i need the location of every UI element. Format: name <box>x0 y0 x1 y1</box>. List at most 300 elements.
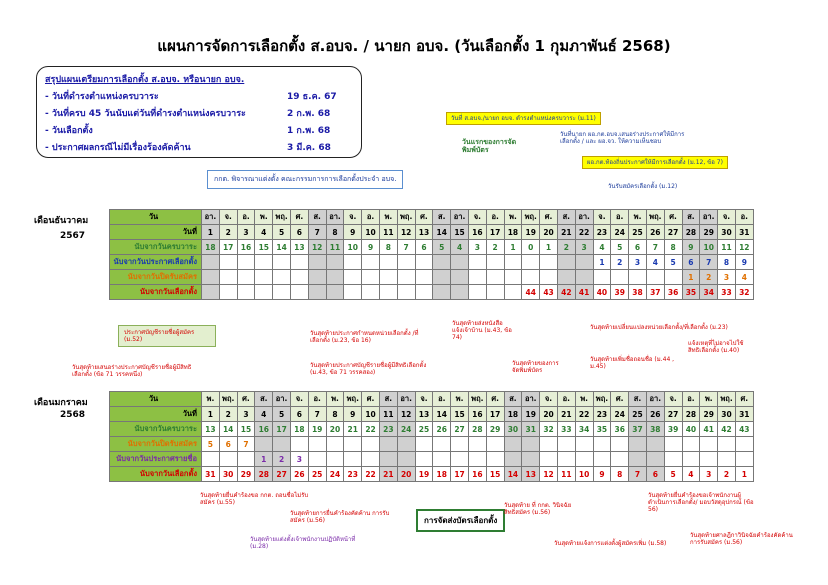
calendar-cell: 38 <box>646 422 664 437</box>
calendar-cell: อ. <box>611 210 629 225</box>
calendar-cell: 10 <box>575 467 593 482</box>
calendar-cell: 23 <box>593 407 611 422</box>
calendar-cell: อ. <box>557 392 575 407</box>
calendar-cell: 15 <box>255 240 273 255</box>
calendar-cell <box>593 452 611 467</box>
calendar-cell: พ. <box>700 392 718 407</box>
calendar-cell <box>735 452 753 467</box>
calendar-cell: 44 <box>522 285 540 300</box>
calendar-cell: 13 <box>415 225 433 240</box>
row-label: นับจากวันครบวาระ <box>110 240 202 255</box>
row-label: นับจากวันเลือกตั้ง <box>110 285 202 300</box>
calendar-cell: 27 <box>273 467 291 482</box>
calendar-cell <box>415 255 433 270</box>
calendar-cell <box>664 270 682 285</box>
calendar-cell: 3 <box>575 240 593 255</box>
calendar-cell: 37 <box>646 285 664 300</box>
calendar-cell: ศ. <box>415 210 433 225</box>
calendar-cell <box>486 437 504 452</box>
calendar-cell <box>629 270 647 285</box>
jan-year: 2568 <box>60 410 86 420</box>
calendar-cell <box>202 255 220 270</box>
calendar-cell: 7 <box>237 437 255 452</box>
calendar-cell <box>557 452 575 467</box>
calendar-cell <box>468 270 486 285</box>
calendar-cell <box>575 270 593 285</box>
calendar-cell <box>611 270 629 285</box>
row-label: นับจากวันเลือกตั้ง <box>110 467 202 482</box>
calendar-cell: 34 <box>575 422 593 437</box>
summary-item-value: 3 มี.ค. 68 <box>287 143 331 153</box>
calendar-cell: 39 <box>611 285 629 300</box>
calendar-cell: 25 <box>629 407 647 422</box>
calendar-cell <box>326 437 344 452</box>
calendar-cell <box>664 452 682 467</box>
calendar-cell: 6 <box>415 240 433 255</box>
calendar-cell: 14 <box>433 225 451 240</box>
withdraw-note: วันสุดท้ายยื่นคำร้องขอ กกต. ถอนชื่อไม่รับสมัคร (ม.55) <box>200 492 309 506</box>
calendar-cell <box>629 452 647 467</box>
calendar-cell: อา. <box>646 392 664 407</box>
calendar-cell: 31 <box>202 467 220 482</box>
calendar-cell: พ. <box>451 392 469 407</box>
polling-unit-note: วันสุดท้ายประกาศกำหนดหน่วยเลือกตั้ง /ที่เลือกตั้ง (ม.23, ข้อ 16) <box>310 330 419 344</box>
calendar-cell: 23 <box>593 225 611 240</box>
calendar-cell: 42 <box>718 422 736 437</box>
calendar-cell: 2 <box>219 225 237 240</box>
calendar-row <box>110 437 754 452</box>
calendar-cell <box>237 452 255 467</box>
calendar-cell: อ. <box>433 392 451 407</box>
calendar-cell: 16 <box>468 225 486 240</box>
calendar-cell: 26 <box>646 225 664 240</box>
calendar-cell <box>575 452 593 467</box>
calendar-row <box>110 210 754 225</box>
calendar-cell <box>522 270 540 285</box>
calendar-cell: จ. <box>344 210 362 225</box>
calendar-cell: 24 <box>397 422 415 437</box>
calendar-cell <box>397 437 415 452</box>
calendar-cell <box>504 452 522 467</box>
calendar-cell <box>433 255 451 270</box>
calendar-cell: ส. <box>308 210 326 225</box>
calendar-cell <box>540 270 558 285</box>
calendar-cell <box>273 437 291 452</box>
calendar-cell: 30 <box>504 422 522 437</box>
calendar-cell: พฤ. <box>273 210 291 225</box>
calendar-cell: 16 <box>468 407 486 422</box>
calendar-cell: 5 <box>273 407 291 422</box>
calendar-cell: 36 <box>664 285 682 300</box>
calendar-cell: พฤ. <box>468 392 486 407</box>
calendar-cell: 1 <box>735 467 753 482</box>
calendar-cell: 6 <box>646 467 664 482</box>
calendar-cell: 20 <box>397 467 415 482</box>
calendar-row <box>110 240 754 255</box>
calendar-cell <box>433 270 451 285</box>
calendar-cell: 18 <box>433 467 451 482</box>
summary-item-label: - วันที่ดำรงตำแหน่งครบวาระ <box>45 92 159 102</box>
calendar-cell: จ. <box>468 210 486 225</box>
calendar-cell: 3 <box>237 407 255 422</box>
calendar-cell: 21 <box>379 467 397 482</box>
calendar-cell <box>735 437 753 452</box>
calendar-cell <box>433 452 451 467</box>
calendar-cell <box>718 452 736 467</box>
apply-note: วันรับสมัครเลือกตั้ง (ม.12) <box>608 183 678 190</box>
calendar-cell: อา. <box>522 392 540 407</box>
calendar-cell: 18 <box>202 240 220 255</box>
calendar-cell: 1 <box>504 240 522 255</box>
calendar-cell: 43 <box>735 422 753 437</box>
calendar-cell: 41 <box>700 422 718 437</box>
calendar-cell: 40 <box>682 422 700 437</box>
calendar-cell: 17 <box>273 422 291 437</box>
term-end-note: วันที่ ส.อบจ./นายก อบจ. ดำรงตำแหน่งครบวาระ (ม.11) <box>446 112 601 125</box>
row-label: นับจากวันครบวาระ <box>110 422 202 437</box>
calendar-cell: จ. <box>664 392 682 407</box>
calendar-cell: 21 <box>557 225 575 240</box>
calendar-cell: ศ. <box>540 210 558 225</box>
calendar-cell: 11 <box>718 240 736 255</box>
calendar-cell: 9 <box>362 240 380 255</box>
calendar-cell: 17 <box>486 225 504 240</box>
calendar-cell <box>255 255 273 270</box>
calendar-cell: 18 <box>290 422 308 437</box>
calendar-cell: 10 <box>362 225 380 240</box>
calendar-cell: อ. <box>237 210 255 225</box>
calendar-cell <box>451 255 469 270</box>
calendar-cell <box>344 452 362 467</box>
calendar-cell <box>433 285 451 300</box>
calendar-cell: 32 <box>540 422 558 437</box>
calendar-cell: 7 <box>308 225 326 240</box>
calendar-cell <box>344 255 362 270</box>
calendar-cell: ศ. <box>611 392 629 407</box>
calendar-cell: 1 <box>540 240 558 255</box>
house-notice-note: วันสุดท้ายส่งหนังสือแจ้งเจ้าบ้าน (ม.43, ข้อ 74) <box>452 320 512 341</box>
calendar-cell <box>415 452 433 467</box>
calendar-row <box>110 407 754 422</box>
calendar-cell: 4 <box>646 255 664 270</box>
calendar-cell <box>273 270 291 285</box>
calendar-cell: 18 <box>504 225 522 240</box>
calendar-row <box>110 225 754 240</box>
calendar-cell: 24 <box>326 467 344 482</box>
calendar-cell <box>237 255 255 270</box>
calendar-cell <box>522 437 540 452</box>
calendar-cell: จ. <box>593 210 611 225</box>
calendar-cell <box>308 285 326 300</box>
calendar-cell: อ. <box>362 210 380 225</box>
calendar-cell <box>219 255 237 270</box>
calendar-cell <box>646 437 664 452</box>
calendar-cell: 40 <box>593 285 611 300</box>
materials-note: วันสุดท้ายยื่นคำร้องขอเจ้าพนักงานผู้ดำเนินการเลือกตั้ง/ มอบวัสดุอุปกรณ์ (ข้อ 56) <box>648 492 754 513</box>
calendar-cell: 8 <box>326 225 344 240</box>
calendar-cell: ศ. <box>362 392 380 407</box>
calendar-cell: 9 <box>735 255 753 270</box>
calendar-row <box>110 422 754 437</box>
calendar-cell: 43 <box>540 285 558 300</box>
calendar-cell: 2 <box>273 452 291 467</box>
calendar-cell: 33 <box>718 285 736 300</box>
calendar-cell <box>255 437 273 452</box>
calendar-cell <box>611 452 629 467</box>
calendar-cell: อ. <box>735 210 753 225</box>
calendar-cell: 29 <box>700 407 718 422</box>
calendar-cell: 4 <box>682 467 700 482</box>
calendar-cell: 26 <box>646 407 664 422</box>
calendar-cell: 17 <box>486 407 504 422</box>
print-end-note: วันสุดท้ายของการจัดพิมพ์บัตร <box>512 360 559 374</box>
calendar-cell: 5 <box>611 240 629 255</box>
calendar-cell <box>290 285 308 300</box>
calendar-cell: ศ. <box>486 392 504 407</box>
calendar-cell: 3 <box>237 225 255 240</box>
calendar-cell <box>326 285 344 300</box>
calendar-cell: 3 <box>290 452 308 467</box>
calendar-cell <box>557 255 575 270</box>
calendar-cell: ส. <box>629 392 647 407</box>
calendar-cell: 22 <box>575 225 593 240</box>
calendar-cell: 25 <box>629 225 647 240</box>
calendar-cell: พฤ. <box>344 392 362 407</box>
calendar-cell <box>700 452 718 467</box>
calendar-cell: 25 <box>308 467 326 482</box>
calendar-cell <box>557 437 575 452</box>
calendar-cell <box>504 270 522 285</box>
calendar-cell: 2 <box>557 240 575 255</box>
objection-note: วันสุดท้ายการยื่นคำร้องคัดค้าน การรับสมัคร (ม.56) <box>290 510 390 524</box>
calendar-cell: 16 <box>255 422 273 437</box>
calendar-cell: จ. <box>540 392 558 407</box>
officer-appoint-note: วันสุดท้ายแต่งตั้งเจ้าพนักงานปฏิบัติหน้าที่ (ม.28) <box>250 536 356 550</box>
calendar-cell: 28 <box>468 422 486 437</box>
calendar-cell <box>522 452 540 467</box>
calendar-cell: 15 <box>451 407 469 422</box>
calendar-cell: 16 <box>237 240 255 255</box>
calendar-cell: 8 <box>379 240 397 255</box>
calendar-cell <box>219 452 237 467</box>
calendar-cell: 7 <box>397 240 415 255</box>
calendar-cell <box>397 285 415 300</box>
calendar-cell: 28 <box>682 225 700 240</box>
calendar-cell: พ. <box>629 210 647 225</box>
absence-note: แจ้งเหตุที่ไม่อาจไปใช้สิทธิเลือกตั้ง (ม.40) <box>688 340 744 354</box>
row-label: วันที่ <box>110 225 202 240</box>
calendar-cell <box>290 270 308 285</box>
calendar-cell: 32 <box>735 285 753 300</box>
calendar-cell: 1 <box>593 255 611 270</box>
calendar-cell <box>219 285 237 300</box>
calendar-cell: 11 <box>557 467 575 482</box>
calendar-cell: 6 <box>219 437 237 452</box>
calendar-cell: 8 <box>326 407 344 422</box>
page-title: แผนการจัดการเลือกตั้ง ส.อบจ. / นายก อบจ. (วันเลือกตั้ง 1 กุมภาพันธ์ 2568) <box>157 37 671 55</box>
calendar-cell: ส. <box>379 392 397 407</box>
calendar-cell: 14 <box>504 467 522 482</box>
calendar-cell: 12 <box>308 240 326 255</box>
calendar-cell: 2 <box>219 407 237 422</box>
calendar-cell: ส. <box>433 210 451 225</box>
calendar-cell: 11 <box>326 240 344 255</box>
calendar-cell <box>290 437 308 452</box>
calendar-cell <box>237 285 255 300</box>
calendar-cell: 20 <box>326 422 344 437</box>
calendar-cell: 17 <box>451 467 469 482</box>
calendar-cell: 28 <box>255 467 273 482</box>
calendar-cell: 13 <box>290 240 308 255</box>
calendar-cell: 39 <box>664 422 682 437</box>
calendar-cell: 31 <box>735 225 753 240</box>
dec-month: เดือนธันวาคม <box>34 216 89 226</box>
calendar-cell <box>237 270 255 285</box>
calendar-cell: 2 <box>718 467 736 482</box>
voter-list-announce-note: วันสุดท้ายประกาศบัญชีรายชื่อผู้มีสิทธิเลือกตั้ง (ม.43, ข้อ 71 วรรคสอง) <box>310 362 427 376</box>
calendar-cell: 15 <box>451 225 469 240</box>
calendar-cell: 6 <box>290 225 308 240</box>
calendar-cell: 2 <box>486 240 504 255</box>
calendar-cell: 22 <box>362 467 380 482</box>
calendar-cell <box>273 285 291 300</box>
calendar-cell: อา. <box>575 210 593 225</box>
calendar-cell: 7 <box>700 255 718 270</box>
calendar-cell: 11 <box>379 225 397 240</box>
calendar-cell: พฤ. <box>593 392 611 407</box>
calendar-cell <box>202 285 220 300</box>
calendar-cell: 8 <box>664 240 682 255</box>
calendar-cell: อา. <box>397 392 415 407</box>
calendar-cell: 38 <box>629 285 647 300</box>
calendar-cell: 22 <box>362 422 380 437</box>
row-label: วันที่ <box>110 407 202 422</box>
calendar-cell: 5 <box>433 240 451 255</box>
calendar-cell: 6 <box>629 240 647 255</box>
calendar-cell: 9 <box>682 240 700 255</box>
calendar-cell <box>557 270 575 285</box>
calendar-cell: อ. <box>682 392 700 407</box>
calendar-cell: 5 <box>664 467 682 482</box>
calendar-cell: 3 <box>629 255 647 270</box>
calendar-cell <box>682 437 700 452</box>
calendar-cell <box>451 437 469 452</box>
calendar-cell: 12 <box>540 467 558 482</box>
calendar-cell <box>700 437 718 452</box>
calendar-cell: 26 <box>433 422 451 437</box>
calendar-cell: พฤ. <box>646 210 664 225</box>
calendar-cell <box>308 270 326 285</box>
calendar-cell: 18 <box>504 407 522 422</box>
calendar-cell: จ. <box>718 210 736 225</box>
calendar-cell: 14 <box>433 407 451 422</box>
calendar-cell <box>379 285 397 300</box>
calendar-cell: 29 <box>486 422 504 437</box>
calendar-cell: ศ. <box>664 210 682 225</box>
add-remove-name-note: วันสุดท้ายเพิ่มชื่อถอนชื่อ (ม.44 , ม.45) <box>590 356 675 370</box>
summary-item-label: - วันที่ครบ 45 วันนับแต่วันที่ดำรงตำแหน่งครบวาระ <box>45 109 246 119</box>
calendar-cell <box>219 270 237 285</box>
calendar-cell <box>362 452 380 467</box>
candidate-list-note: ประกาศบัญชีรายชื่อผู้สมัคร (ม.52) <box>118 325 216 347</box>
calendar-cell: 9 <box>344 225 362 240</box>
row-label: นับจากวันประกาศรายชื่อ <box>110 452 202 467</box>
calendar-cell: 30 <box>718 407 736 422</box>
calendar-cell: 7 <box>646 240 664 255</box>
calendar-cell: 21 <box>557 407 575 422</box>
calendar-cell: 4 <box>593 240 611 255</box>
calendar-cell: พฤ. <box>718 392 736 407</box>
calendar-cell: 1 <box>202 407 220 422</box>
calendar-cell: 42 <box>557 285 575 300</box>
calendar-cell <box>362 437 380 452</box>
calendar-cell: 37 <box>629 422 647 437</box>
row-label: วัน <box>110 210 202 225</box>
calendar-cell: อ. <box>308 392 326 407</box>
calendar-cell: 11 <box>379 407 397 422</box>
calendar-cell: พฤ. <box>397 210 415 225</box>
propose-announce-note: วันที่นายก ผอ.กต.อบจ.เสนอร่างประกาศให้มีการเลือกตั้ง / และ ผอ.จว. ให้ความเห็นชอบ <box>560 131 685 145</box>
calendar-cell: 23 <box>344 467 362 482</box>
calendar-cell: 1 <box>202 225 220 240</box>
announce-election-note: ผอ.กต.ท้องถิ่นประกาศให้มีการเลือกตั้ง (ม.12, ข้อ 7) <box>582 156 728 169</box>
calendar-cell: 4 <box>735 270 753 285</box>
calendar-cell: 1 <box>682 270 700 285</box>
calendar-cell <box>486 255 504 270</box>
calendar-cell: 5 <box>273 225 291 240</box>
calendar-cell: 23 <box>379 422 397 437</box>
calendar-cell: 29 <box>700 225 718 240</box>
calendar-cell <box>433 437 451 452</box>
calendar-cell: 0 <box>522 240 540 255</box>
calendar-cell <box>308 255 326 270</box>
calendar-cell: ศ. <box>237 392 255 407</box>
calendar-cell <box>379 437 397 452</box>
calendar-cell: อา. <box>202 210 220 225</box>
calendar-cell: 27 <box>664 407 682 422</box>
calendar-cell: พ. <box>504 210 522 225</box>
calendar-cell: 12 <box>397 225 415 240</box>
calendar-cell: 6 <box>290 407 308 422</box>
calendar-cell <box>362 285 380 300</box>
summary-item-value: 19 ธ.ค. 67 <box>287 92 337 102</box>
summary-box <box>36 66 362 158</box>
calendar-cell: 15 <box>486 467 504 482</box>
summary-item-value: 2 ก.พ. 68 <box>287 109 331 119</box>
calendar-cell: 10 <box>344 240 362 255</box>
calendar-cell <box>468 285 486 300</box>
calendar-cell: 4 <box>255 407 273 422</box>
row-label: นับจากวันประกาศเลือกตั้ง <box>110 255 202 270</box>
summary-item-label: - ประกาศผลกรณีไม่มีเรื่องร้องคัดค้าน <box>45 143 191 153</box>
row-label: วัน <box>110 392 202 407</box>
calendar-cell <box>451 270 469 285</box>
calendar-cell <box>344 270 362 285</box>
calendar-cell: 31 <box>735 407 753 422</box>
calendar-cell <box>397 452 415 467</box>
calendar-cell <box>664 437 682 452</box>
calendar-cell: 1 <box>255 452 273 467</box>
calendar-cell <box>451 285 469 300</box>
calendar-cell: 27 <box>664 225 682 240</box>
calendar-cell <box>308 452 326 467</box>
calendar-cell: 30 <box>718 225 736 240</box>
calendar-cell <box>326 270 344 285</box>
calendar-cell <box>522 255 540 270</box>
calendar-cell: 19 <box>522 225 540 240</box>
jan-month: เดือนมกราคม <box>34 398 88 408</box>
kkt-decision-note: วันสุดท้าย ที่ กกต. วินิจฉัยสิทธิสมัคร (ม.56) <box>504 502 572 516</box>
